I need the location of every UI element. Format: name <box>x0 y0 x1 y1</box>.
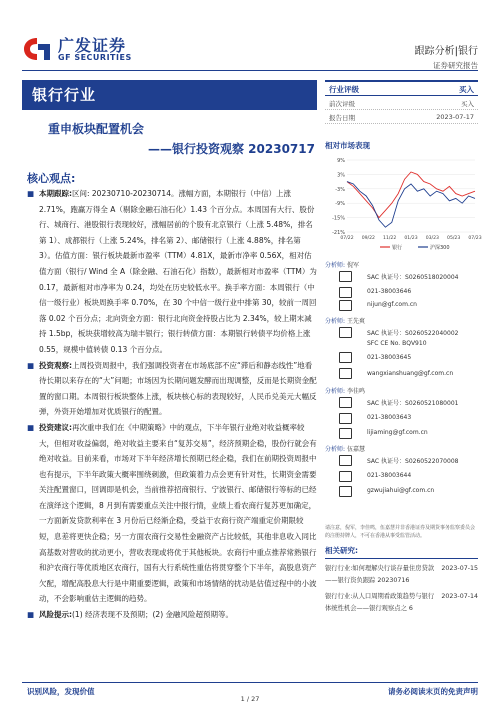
analyst-phone: 021-38003644 <box>367 472 412 479</box>
key-points-heading: 核心观点: <box>27 172 76 185</box>
analyst-phone: 021-38003646 <box>367 288 412 295</box>
paragraph-lead: 风险提示: <box>39 610 72 620</box>
paragraph-text: (1) 经济表现不及预期；(2) 金融风险超预期等。 <box>72 610 234 620</box>
analyst-sfc: SFC CE No. BQV910 <box>367 340 427 347</box>
series-line-银行 <box>347 172 475 218</box>
gf-logo-icon <box>22 36 52 62</box>
rating-value: 买入 <box>459 85 474 94</box>
chart-title: 相对市场表现 <box>325 141 370 150</box>
y-tick-label: 9% <box>337 158 345 164</box>
x-tick-label: 07/23 <box>468 236 482 241</box>
phone-icon <box>339 413 352 424</box>
rating-row <box>325 96 478 110</box>
analyst-label: 分析师: <box>325 388 346 395</box>
x-tick-label: 05/23 <box>447 236 461 241</box>
footer-slogan: 识别风险，发现价值 <box>27 687 95 696</box>
certificate-icon <box>339 271 352 282</box>
y-tick-label: 3% <box>337 172 345 179</box>
legend-label: 银行 <box>392 245 403 251</box>
key-point-paragraph <box>27 358 317 420</box>
analyst-disclaimer: 请注意，倪军，李佳鸣，伍嘉慧并非香港证券及期货事务监察委员会的注册持牌人，不可在香港从事受监管活动。 <box>325 525 476 539</box>
analyst-card <box>325 316 478 386</box>
key-points-body <box>27 186 317 623</box>
rating-row-label: 前次评级 <box>329 100 355 108</box>
related-item[interactable] <box>325 563 478 587</box>
brand-name-en: GF SECURITIES <box>58 53 132 62</box>
rating-row-label: 报告日期 <box>329 114 355 122</box>
phone-icon <box>339 287 352 298</box>
legend-label: 沪深300 <box>430 245 450 251</box>
industry-banner <box>22 80 317 110</box>
analyst-name-row <box>325 316 365 325</box>
email-icon <box>339 300 352 311</box>
bullet-icon: ■ <box>27 360 35 370</box>
brand-name-cn: 广发证券 <box>58 36 127 55</box>
analyst-list <box>325 260 478 506</box>
paragraph-text: 上周投资周报中，我们强调投资者在市场底部不应“滞后和静态线性”地看待长期以来存在的“大”问题；市场因为长期问题发酵而出现调整，反而是长期资金配置的窗口期。本周银行板块整体上涨，板块核心标的表现较好，人民币兑美元大幅反弹，外资开始增加对优质银行的配置。 <box>39 360 317 417</box>
analyst-name: 伍嘉慧 <box>346 446 365 453</box>
related-item-title[interactable]: 银行行业:从人口周期看政策趋势与银行体统性机会——银行观察点之 6 <box>325 593 435 612</box>
paragraph-lead: 本期跟踪: <box>39 189 72 198</box>
rating-row-value: 买入 <box>461 100 474 108</box>
rating-row <box>325 110 478 124</box>
footer-disclaimer-note: 请务必阅读末页的免责声明 <box>388 687 478 696</box>
analyst-card <box>325 260 478 316</box>
analyst-phone: 021-38003645 <box>367 354 412 361</box>
rating-table <box>325 80 478 124</box>
analyst-name-row <box>325 386 365 395</box>
related-item-title[interactable]: 银行行业:如何理解央行谈存量住房贷款——银行资负跟踪 20230716 <box>325 565 435 584</box>
report-title: 重申板块配置机会 <box>48 122 145 136</box>
analyst-name-row <box>325 444 365 453</box>
analyst-email[interactable]: gzwujiahui@gf.com.cn <box>367 487 435 494</box>
x-tick-label: 01/23 <box>404 236 418 241</box>
industry-name: 银行行业 <box>32 86 97 104</box>
x-tick-label: 09/22 <box>361 236 375 241</box>
x-tick-label: 03/23 <box>425 236 439 241</box>
phone-icon <box>339 352 352 363</box>
analyst-label: 分析师: <box>325 318 346 325</box>
footer-divider <box>22 682 478 683</box>
analyst-name: 倪军 <box>346 262 359 269</box>
report-subtitle-line: ——银行投资观察 20230717 <box>148 142 315 156</box>
analyst-sac: SAC 执证号：S0260521080001 <box>367 400 459 407</box>
analyst-name: 李佳鸣 <box>346 388 365 395</box>
page-number: 1 / 27 <box>240 695 260 703</box>
key-point-paragraph <box>27 607 317 623</box>
x-tick-label: 11/22 <box>383 236 397 241</box>
analyst-card <box>325 386 478 444</box>
rating-row-value: 2023-07-17 <box>436 113 474 121</box>
email-icon <box>339 428 352 439</box>
y-tick-label: -21% <box>332 230 345 236</box>
paragraph-lead: 投资观察: <box>39 360 72 370</box>
bullet-icon: ■ <box>27 422 35 432</box>
x-tick-label: 07/22 <box>340 236 354 241</box>
series-line-沪深300 <box>347 182 475 228</box>
certificate-icon <box>339 397 352 408</box>
relative-performance-chart <box>325 154 482 254</box>
paragraph-lead: 投资建议: <box>39 422 72 432</box>
related-item[interactable] <box>325 591 478 615</box>
bullet-icon: ■ <box>27 610 35 620</box>
related-item-date: 2023-07-14 <box>441 593 478 600</box>
certificate-icon <box>339 455 352 466</box>
bullet-icon: ■ <box>27 189 35 198</box>
analyst-name-row <box>325 260 359 269</box>
email-icon <box>339 368 352 379</box>
analyst-label: 分析师: <box>325 262 346 269</box>
analyst-email[interactable]: lijiaming@gf.com.cn <box>367 429 428 436</box>
analyst-sac: SAC 执证号：S0260522070008 <box>367 458 459 465</box>
header-divider <box>22 70 478 71</box>
analyst-sac: SAC 执证号：S0260522040002 <box>367 330 459 337</box>
analyst-label: 分析师: <box>325 446 346 453</box>
email-icon <box>339 486 352 497</box>
analyst-name: 王先爽 <box>346 318 365 325</box>
chart-svg <box>325 154 482 254</box>
certificate-icon <box>339 327 352 338</box>
paragraph-text: 再次重申我们在《中期策略》中的观点，下半年银行业绝对收益概率较大，但相对收益偏弱，绝对收益主要来自“复苏交易”，经济预期企稳，股份行就会有绝对收益。目前来看，市场对下半年经济增长预期已经企稳，我们在前期投资周报中也有提示，下半年政策大概率围绕刺激，但政策着力点会更有针对性，长期资金需要关注配置窗口，回调即是机会，当前推荐招商银行、宁波银行、邮储银行等标的已经在演绎这个逻辑，8 月到有需要重点关注中报行情，业绩上看农商行复苏更加确定，一方面新发贷款利率在 3 月份后已经渐企稳，受益于农商行资产端重定价期限较短，息差将更快企稳；另一方面农商行交易性金融资产占比较低，其他非息收入同比高基数对营收的扰动更小，营收表现或将优于其他板块。农商行中重点推荐常熟银行和沪农商行等优质地区农商行，国有大行系统性重估将贯穿整个下半年，高股息资产欠配，增配高股息大行是中期重要逻辑，政策和市场情绪的扰动是估值过程中的小波动，不会影响重估主逻辑的趋势。 <box>39 422 317 604</box>
analyst-email[interactable]: nijun@gf.com.cn <box>367 301 417 308</box>
y-tick-label: -3% <box>335 186 345 193</box>
analyst-card <box>325 444 478 506</box>
report-subtitle: 证券研究报告 <box>433 61 478 70</box>
rating-header <box>325 80 478 96</box>
related-heading: 相关研究: <box>325 545 478 559</box>
related-research <box>325 545 478 615</box>
key-point-paragraph <box>27 420 317 607</box>
analyst-email[interactable]: wangxianshuang@gf.com.cn <box>367 370 454 377</box>
paragraph-text: 区间: 20230710-20230714。涨幅方面，本期银行（中信）上涨 2.71%，跑赢万得全 A（剔除金融石油石化）1.43 个百分点。本周国有大行、股份行、城商行、港股银行表现较好，涨幅居前的个股有北京银行（上涨 5.48%，排名第 1）、成都银行（上涨 5.24%，排名第 2）、邮储银行（上涨 4.88%，排名第 3）。估值方面：银行板块最新市盈率（TTM）4.81X，最新市净率 0.56X，相对估值方面（银行/ Wind 全 A（除金融、石油石化）指数），最新相对市盈率（TTM）为 0.17，最新相对市净率为 0.24，均处在历史较低水平。换手率方面：本周银行（中信一级行业）板块周换手率 0.70%，在 30 个中信一级行业中排第 30，较前一周回落 0.02 个百分点；北向资金方面：银行北向资金持股占比为 2.34%，较上期末减持 1.5bp，板块获增较高为瑞丰银行；银行转债方面：本期银行转债平均价格上涨 0.55，规模中值转债 0.13 个百分点。 <box>39 189 317 354</box>
analyst-sac: SAC 执证号：S0260518020004 <box>367 274 459 281</box>
related-item-date: 2023-07-15 <box>441 565 478 572</box>
y-tick-label: -9% <box>335 201 345 208</box>
key-point-paragraph <box>27 186 317 358</box>
phone-icon <box>339 471 352 482</box>
y-tick-label: -15% <box>332 215 345 222</box>
analyst-phone: 021-38003643 <box>367 414 412 421</box>
report-type: 跟踪分析|银行 <box>414 46 478 57</box>
rating-label: 行业评级 <box>329 85 359 94</box>
